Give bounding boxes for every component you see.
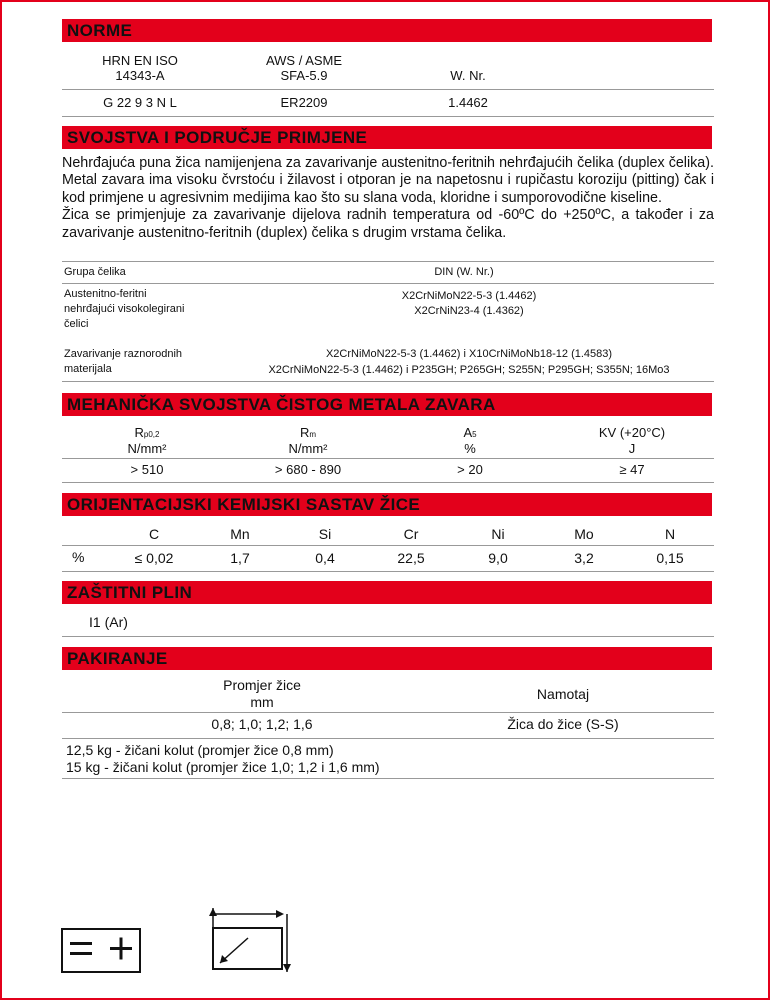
divider [62,636,714,637]
chem-header-si: Si [318,526,332,542]
section-header-plin [62,581,712,604]
norme-header-aws-code: SFA-5.9 [280,68,328,83]
chem-value-mo: 3,2 [574,550,594,566]
mech-subscript: p0,2 [143,430,160,439]
mech-subscript: m [309,430,317,439]
chem-header-mn: Mn [230,526,250,542]
chem-value-cr: 22,5 [397,550,425,566]
norme-value-aws: ER2209 [280,95,328,110]
divider [62,381,714,382]
mech-value-a: > 20 [457,462,483,477]
mech-unit-rm: N/mm² [288,441,328,456]
grupa-row2-value: X2CrNiMoN22-5-3 (1.4462) i X10CrNiMoNb18-12 (1.4583) [325,348,613,360]
pack-note: 15 kg - žičani kolut (promjer žice 1,0; 1,2 i 1,6 mm) [66,759,380,775]
pack-header-diameter: Promjer žice [223,677,301,693]
divider [62,116,714,117]
grupa-row1-label: čelici [64,318,89,330]
section-title: MEHANIČKA SVOJSTVA ČISTOG METALA ZAVARA [67,395,496,414]
polarity-dc-plus-icon [61,928,141,973]
norme-value-hrn: G 22 9 3 N L [103,95,177,110]
section-title: PAKIRANJE [67,649,168,668]
chem-value-ni: 9,0 [488,550,508,566]
section-header-pakiranje [62,647,712,670]
mech-header-rm [300,425,316,440]
gas-value: I1 (Ar) [89,614,128,630]
grupa-header-din: DIN (W. Nr.) [434,266,494,278]
divider [62,738,714,739]
norme-header-hrn: HRN EN ISO [102,53,178,68]
section-title: NORME [67,21,133,40]
pack-header-unit: mm [250,694,274,710]
mech-symbol: R [134,425,144,440]
grupa-row1-value: X2CrNiN23-4 (1.4362) [414,305,524,317]
welding-characteristic-icon [208,908,292,974]
description-paragraph: Nehrđajuća puna žica namijenjena za zavarivanje austenitno-feritnih nehrđajućih čelika (duplex čelika). Metal zavara ima visoku čvrstoću i žilavost i otporan je na napetosnu i rupičastu koroziju (pitting) čak i kod primjene u agresivnim medijima kao što su slana voda, kloridne i sumporovodične kiseline. [62,155,714,206]
mech-header-rp [135,425,160,440]
mech-unit-rp: N/mm² [127,441,167,456]
chem-header-n: N [664,526,676,542]
pack-value-winding: Žica do žice (S-S) [507,716,619,732]
pack-note: 12,5 kg - žičani kolut (promjer žice 0,8 mm) [66,742,334,758]
grupa-row2-value: X2CrNiMoN22-5-3 (1.4462) i P235GH; P265GH; S255N; P295GH; S355N; 16Mo3 [268,364,670,376]
mech-unit-kv: J [628,441,636,456]
chem-value-c: ≤ 0,02 [134,550,174,566]
mech-subscript: 5 [472,430,477,439]
divider [62,545,714,546]
section-header-mehanicka [62,393,712,416]
grupa-row1-value: X2CrNiMoN22-5-3 (1.4462) [401,290,537,302]
divider [62,712,714,713]
divider [62,89,714,90]
grupa-row2-label: Zavarivanje raznorodnih [64,348,183,360]
divider [62,261,714,262]
divider [62,778,714,779]
norme-header-wnr: W. Nr. [450,68,486,83]
chem-header-cr: Cr [403,526,419,542]
mech-value-kv: ≥ 47 [619,462,645,477]
section-header-svojstva [62,126,712,149]
section-header-norme [62,19,712,42]
grupa-row1-label: nehrđajući visokolegirani [64,303,185,315]
chem-value-mn: 1,7 [230,550,250,566]
divider [62,283,714,284]
chem-header-ni: Ni [491,526,505,542]
divider [62,482,714,483]
section-header-kemijski [62,493,712,516]
mech-header-a [463,425,476,440]
norme-header-hrn-code: 14343-A [115,68,165,83]
pack-header-winding: Namotaj [536,686,590,702]
divider [62,458,714,459]
mech-unit-a: % [464,441,476,456]
grupa-row2-label: materijala [64,363,112,375]
norme-header-aws: AWS / ASME [265,53,343,68]
chem-header-c: C [148,526,160,542]
mech-header-kv: KV (+20°C) [598,425,666,440]
pack-value-diameter: 0,8; 1,0; 1,2; 1,6 [211,716,313,732]
mech-value-rm: > 680 - 890 [274,462,342,477]
chem-value-n: 0,15 [656,550,684,566]
norme-value-wnr: 1.4462 [448,95,488,110]
description [62,155,714,242]
chem-header-mo: Mo [574,526,594,542]
section-title: ORIJENTACIJSKI KEMIJSKI SASTAV ŽICE [67,495,421,514]
description-paragraph: Žica se primjenjuje za zavarivanje dijelova radnih temperatura od -60ºC do +250ºC, a također i za zavarivanje austenitno-feritnih (duplex) čelika s drugim vrstama čelika. [62,207,714,241]
grupa-header-steel: Grupa čelika [64,266,126,278]
section-title: SVOJSTVA I PODRUČJE PRIMJENE [67,128,368,147]
chem-row-label: % [72,549,85,565]
mech-symbol: R [299,425,310,440]
mech-symbol: A [463,425,473,440]
grupa-row1-label: Austenitno-feritni [64,288,147,300]
mech-value-rp: > 510 [130,462,164,477]
divider [62,571,714,572]
chem-value-si: 0,4 [315,550,335,566]
section-title: ZAŠTITNI PLIN [67,583,193,602]
